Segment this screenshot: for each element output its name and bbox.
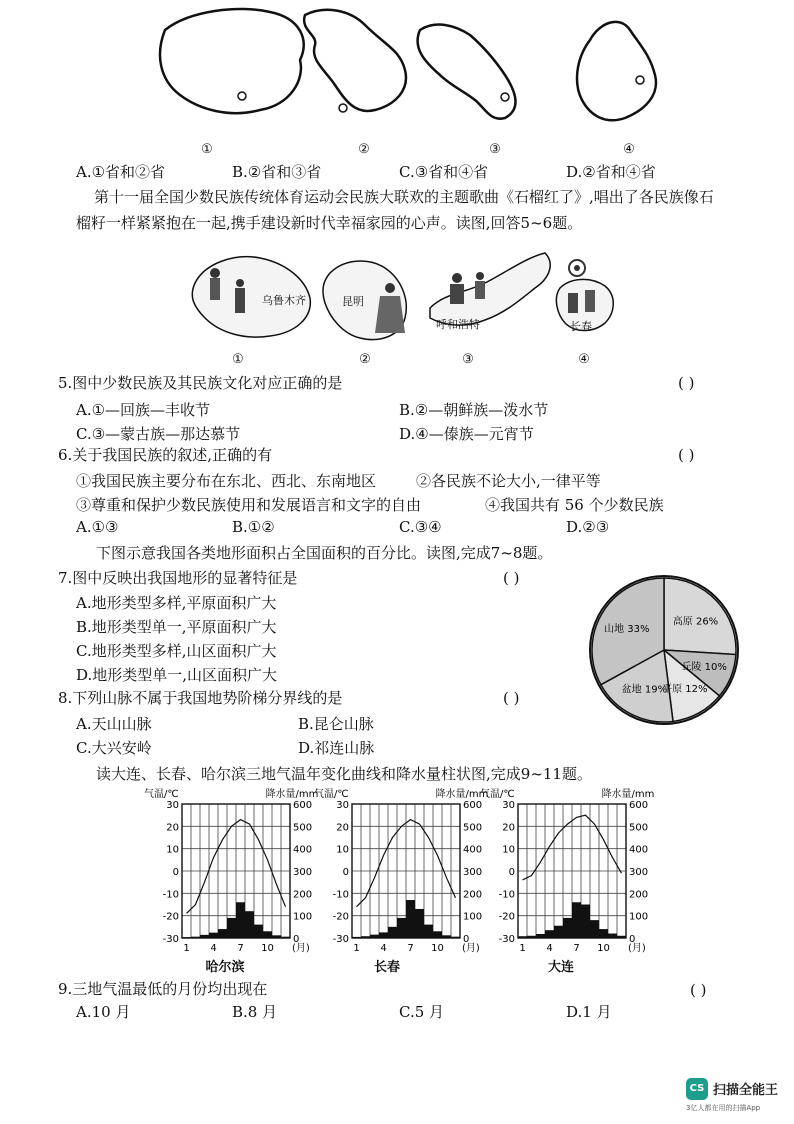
precip-bar <box>388 927 397 938</box>
q7-option-d: D.地形类型单一,山区面积广大 <box>76 666 278 684</box>
q8-option-d: D.祁连山脉 <box>298 739 375 757</box>
q5-stem: 5.图中少数民族及其民族文化对应正确的是 <box>58 374 343 392</box>
precip-tick-label: 0 <box>463 934 470 945</box>
temp-tick-label: -30 <box>498 934 515 945</box>
month-tick-label: 4 <box>546 943 553 954</box>
q4-option-d: D.②省和④省 <box>566 163 656 181</box>
q8-answer-paren: ( ) <box>503 689 520 707</box>
temp-tick-label: -20 <box>498 911 515 923</box>
temp-tick-label: 20 <box>166 822 179 834</box>
precip-tick-label: 0 <box>629 934 636 945</box>
ethnic-label-1: ① <box>232 352 244 367</box>
q6-statement-2: ②各民族不论大小,一律平等 <box>416 472 601 490</box>
climate-chart-changchun <box>312 786 502 956</box>
precip-tick-label: 500 <box>293 822 313 834</box>
precip-bar <box>518 936 527 938</box>
q9-answer-paren: ( ) <box>690 981 707 999</box>
axis-label-precipitation: 降水量/mm <box>435 789 489 800</box>
map-label-2: ② <box>358 142 370 157</box>
precip-bar <box>191 937 200 938</box>
map-label-4: ④ <box>623 142 635 157</box>
intro-questions-7-8: 下图示意我国各类地形面积占全国面积的百分比。读图,完成7~8题。 <box>96 544 553 562</box>
precip-bar <box>361 936 370 938</box>
precip-tick-label: 200 <box>463 889 483 901</box>
map-label-3: ③ <box>489 142 501 157</box>
watermark-brand: 扫描全能王 <box>713 1083 779 1098</box>
q4-option-a: A.①省和②省 <box>76 163 166 181</box>
month-tick-label: 1 <box>519 943 526 954</box>
precip-tick-label: 400 <box>629 844 649 856</box>
temp-tick-label: 10 <box>336 844 349 856</box>
precip-bar <box>281 937 290 938</box>
q5-option-c: C.③—蒙古族—那达慕节 <box>76 425 241 443</box>
precip-bar <box>536 934 545 938</box>
temp-tick-label: -30 <box>162 934 179 945</box>
q9-stem: 9.三地气温最低的月份均出现在 <box>58 980 268 998</box>
temp-tick-label: 20 <box>502 822 515 834</box>
climate-caption-changchun: 长春 <box>373 960 400 975</box>
climate-chart-dalian <box>478 786 668 956</box>
q7-stem: 7.图中反映出我国地形的显著特征是 <box>58 569 298 587</box>
ethnic-region-maps <box>185 248 625 348</box>
province-map-3 <box>418 25 516 119</box>
month-tick-label: 10 <box>261 943 274 954</box>
month-tick-label: 7 <box>237 943 244 954</box>
precip-tick-label: 300 <box>629 867 649 878</box>
q6-answer-paren: ( ) <box>678 446 695 464</box>
precip-tick-label: 300 <box>293 867 313 878</box>
pie-label-2: 高原 26% <box>672 616 719 628</box>
pie-label-5: 盆地 19% <box>621 684 668 696</box>
precip-bar <box>424 925 433 938</box>
precip-bar <box>415 909 424 938</box>
q7-option-b: B.地形类型单一,平原面积广大 <box>76 618 277 636</box>
precip-bar <box>617 936 626 938</box>
precip-bar <box>442 935 451 938</box>
terrain-pie-chart <box>586 572 742 728</box>
q6-statement-1: ①我国民族主要分布在东北、西北、东南地区 <box>76 472 377 490</box>
precip-tick-label: 600 <box>629 800 649 811</box>
precip-bar <box>527 936 536 938</box>
temp-tick-label: 10 <box>502 844 515 856</box>
month-tick-label: 4 <box>380 943 387 954</box>
pie-label-1: 山地 33% <box>604 624 650 636</box>
precip-tick-label: 200 <box>629 889 649 901</box>
q6-statement-4: ④我国共有 56 个少数民族 <box>485 496 664 514</box>
month-tick-label: 7 <box>573 943 580 954</box>
temp-tick-label: -10 <box>332 889 349 901</box>
precip-bar <box>209 933 218 938</box>
month-tick-label: 1 <box>353 943 360 954</box>
q4-option-c: C.③省和④省 <box>399 163 489 181</box>
temp-tick-label: 0 <box>342 867 349 878</box>
temp-tick-label: 30 <box>502 800 515 811</box>
q6-option-d: D.②③ <box>566 518 610 536</box>
q9-option-d: D.1 月 <box>566 1003 612 1021</box>
month-tick-label: 4 <box>210 943 217 954</box>
q5-option-a: A.①—回族—丰收节 <box>76 401 211 419</box>
precip-tick-label: 500 <box>629 822 649 834</box>
precip-bar <box>406 900 415 938</box>
month-tick-label: 1 <box>183 943 190 954</box>
axis-label-temperature: 气温/℃ <box>480 789 515 800</box>
map-label-1: ① <box>201 142 213 157</box>
ethnic-city-2: 昆明 <box>342 295 364 308</box>
precip-bar <box>218 929 227 938</box>
q4-option-b: B.②省和③省 <box>232 163 322 181</box>
scanner-watermark <box>686 1078 790 1118</box>
ethnic-city-4: 长春 <box>570 320 592 333</box>
temp-tick-label: 0 <box>172 867 179 878</box>
precip-bar <box>572 902 581 938</box>
month-tick-label: 7 <box>407 943 414 954</box>
temp-tick-label: 20 <box>336 822 349 834</box>
capital-dot-1 <box>238 92 246 100</box>
month-tick-label: 10 <box>597 943 610 954</box>
pie-label-3: 丘陵 10% <box>681 661 727 673</box>
q8-option-a: A.天山山脉 <box>76 715 152 733</box>
precip-tick-label: 200 <box>293 889 313 901</box>
province-map-4 <box>577 22 656 120</box>
pie-label-4: 平原 12% <box>662 683 708 695</box>
precip-tick-label: 500 <box>463 822 483 834</box>
precip-bar <box>433 931 442 938</box>
q6-option-c: C.③④ <box>399 518 442 536</box>
q6-statement-3: ③尊重和保护少数民族使用和发展语言和文字的自由 <box>76 496 422 514</box>
precip-bar <box>554 926 563 938</box>
q6-option-a: A.①③ <box>76 518 119 536</box>
temp-tick-label: -30 <box>332 934 349 945</box>
ethnic-map-3 <box>430 253 550 325</box>
precip-bar <box>352 937 361 938</box>
axis-label-month: (月) <box>292 943 310 954</box>
q6-stem: 6.关于我国民族的叙述,正确的有 <box>58 446 273 464</box>
temp-tick-label: -10 <box>498 889 515 901</box>
precip-tick-label: 600 <box>293 800 313 811</box>
q7-answer-paren: ( ) <box>503 569 520 587</box>
temp-tick-label: -10 <box>162 889 179 901</box>
q5-option-d: D.④—傣族—元宵节 <box>399 425 534 443</box>
precip-bar <box>599 929 608 938</box>
precip-bar <box>563 918 572 938</box>
q7-option-c: C.地形类型多样,山区面积广大 <box>76 642 277 660</box>
capital-dot-4 <box>636 76 644 84</box>
precip-bar <box>451 937 460 938</box>
province-outline-maps <box>150 0 710 145</box>
month-tick-label: 10 <box>431 943 444 954</box>
q7-option-a: A.地形类型多样,平原面积广大 <box>76 594 277 612</box>
ethnic-label-4: ④ <box>578 352 590 367</box>
precip-tick-label: 400 <box>463 844 483 856</box>
precip-bar <box>608 934 617 938</box>
axis-label-precipitation: 降水量/mm <box>265 789 319 800</box>
ethnic-city-1: 乌鲁木齐 <box>262 294 306 307</box>
precip-bar <box>581 905 590 939</box>
precip-tick-label: 600 <box>463 800 483 811</box>
precip-bar <box>236 902 245 938</box>
watermark-tagline: 3亿人都在用的扫描App <box>686 1104 761 1112</box>
precip-bar <box>397 918 406 938</box>
climate-chart-harbin <box>142 786 332 956</box>
temp-tick-label: -20 <box>332 911 349 923</box>
capital-dot-2 <box>339 104 347 112</box>
temp-tick-label: 30 <box>336 800 349 811</box>
axis-label-temperature: 气温/℃ <box>314 789 349 800</box>
q8-option-c: C.大兴安岭 <box>76 739 152 757</box>
precip-bar <box>254 925 263 938</box>
temp-tick-label: 10 <box>166 844 179 856</box>
precip-tick-label: 0 <box>293 934 300 945</box>
ethnic-city-3: 呼和浩特 <box>436 318 480 331</box>
capital-dot-3 <box>501 93 509 101</box>
precip-tick-label: 400 <box>293 844 313 856</box>
intro-questions-9-11: 读大连、长春、哈尔滨三地气温年变化曲线和降水量柱状图,完成9~11题。 <box>96 765 592 783</box>
climate-caption-harbin: 哈尔滨 <box>205 960 245 975</box>
q8-stem: 8.下列山脉不属于我国地势阶梯分界线的是 <box>58 689 343 707</box>
q8-option-b: B.昆仑山脉 <box>298 715 374 733</box>
q6-option-b: B.①② <box>232 518 275 536</box>
precip-tick-label: 100 <box>463 911 483 923</box>
q9-option-c: C.5 月 <box>399 1003 445 1021</box>
ethnic-label-3: ③ <box>462 352 474 367</box>
ethnic-label-2: ② <box>359 352 371 367</box>
axis-label-month: (月) <box>628 943 646 954</box>
province-map-2 <box>304 10 406 111</box>
intro-questions-5-6: 第十一届全国少数民族传统体育运动会民族大联欢的主题歌曲《石榴红了》,唱出了各民族像石榴籽一样紧紧抱在一起,携手建设新时代幸福家园的心声。读图,回答5~6题。 <box>76 188 714 232</box>
climate-caption-dalian: 大连 <box>547 960 574 975</box>
precip-bar <box>182 937 191 938</box>
precip-bar <box>545 930 554 938</box>
temp-tick-label: -20 <box>162 911 179 923</box>
precip-bar <box>263 931 272 938</box>
province-map-1 <box>160 9 304 113</box>
cs-logo-icon: CS <box>686 1078 708 1100</box>
q9-option-b: B.8 月 <box>232 1003 278 1021</box>
precip-bar <box>272 935 281 938</box>
precip-tick-label: 300 <box>463 867 483 878</box>
q9-option-a: A.10 月 <box>76 1003 131 1021</box>
q5-option-b: B.②—朝鲜族—泼水节 <box>399 401 549 419</box>
axis-label-precipitation: 降水量/mm <box>601 789 655 800</box>
axis-label-month: (月) <box>462 943 480 954</box>
q5-answer-paren: ( ) <box>678 374 695 392</box>
precip-bar <box>227 918 236 938</box>
temp-tick-label: 30 <box>166 800 179 811</box>
precip-bar <box>200 935 209 938</box>
precip-tick-label: 100 <box>629 911 649 923</box>
precip-bar <box>370 935 379 938</box>
precip-bar <box>379 932 388 938</box>
axis-label-temperature: 气温/℃ <box>144 789 179 800</box>
precip-bar <box>590 920 599 938</box>
temp-tick-label: 0 <box>508 867 515 878</box>
precip-bar <box>245 911 254 938</box>
precip-tick-label: 100 <box>293 911 313 923</box>
